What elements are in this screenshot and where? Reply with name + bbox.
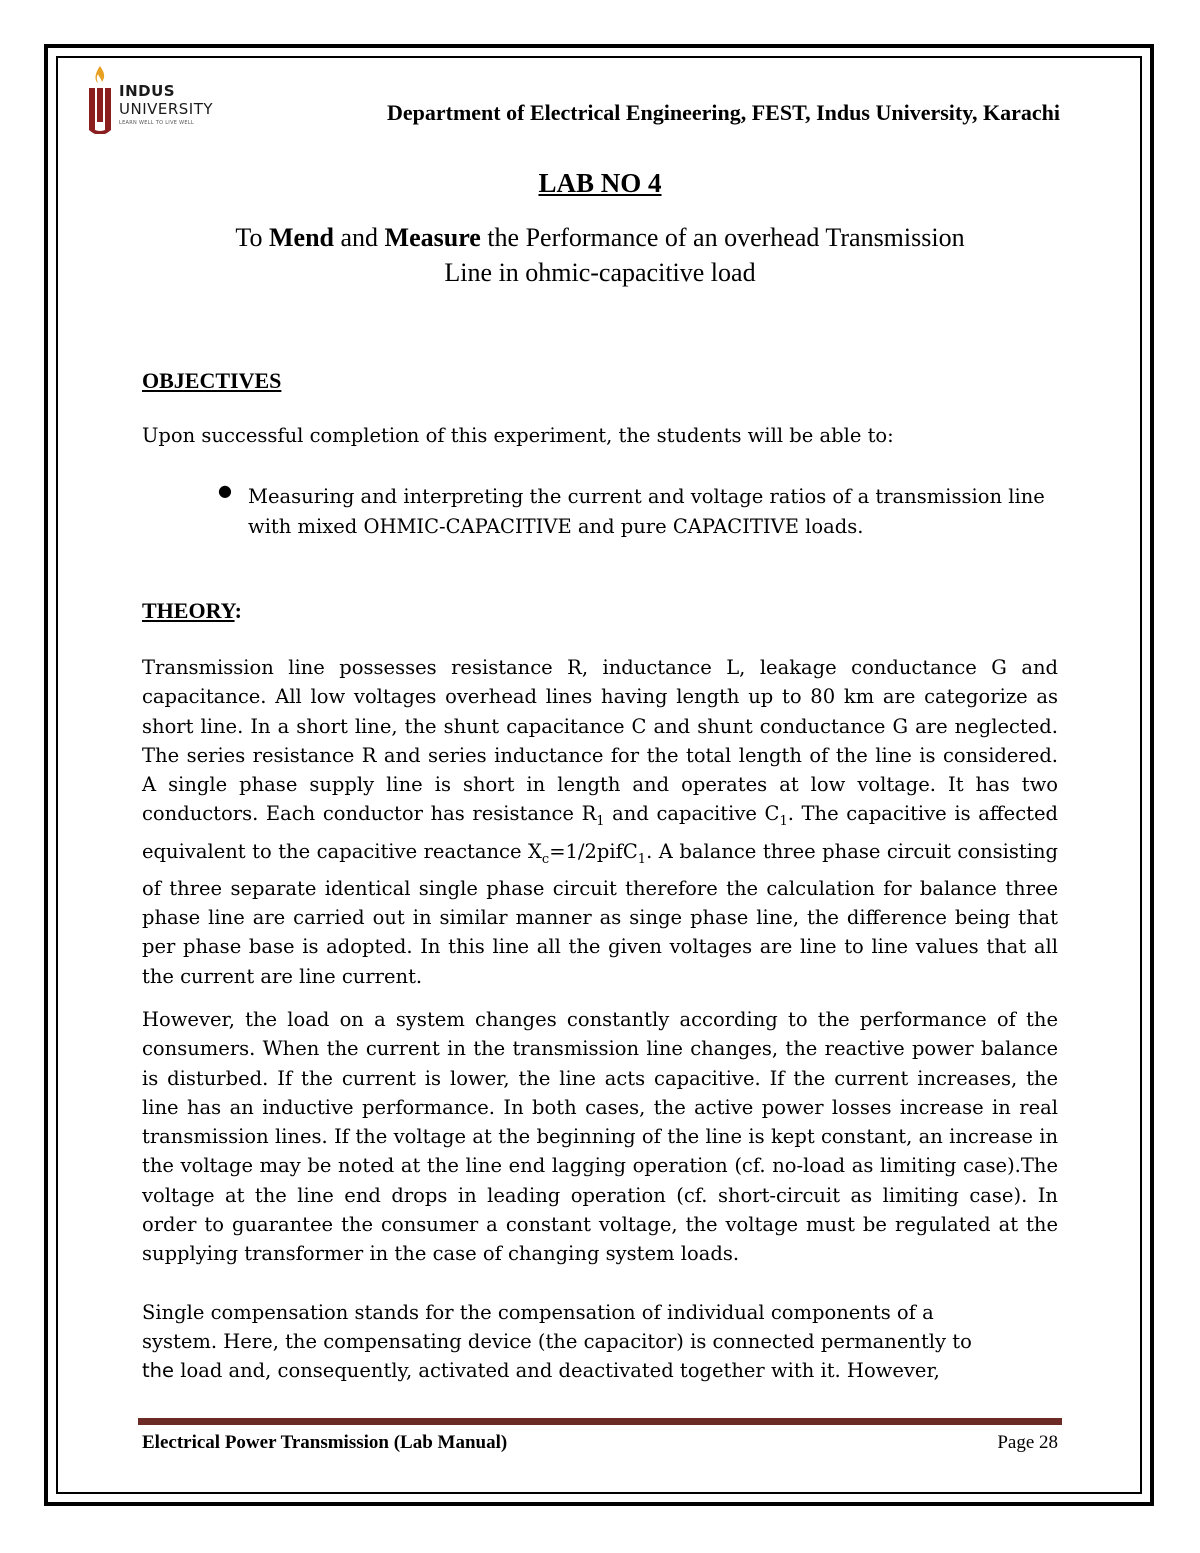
bullet-icon: ● <box>218 481 232 500</box>
theory-heading: THEORY: <box>142 598 242 623</box>
theory-paragraph-1: Transmission line possesses resistance R, inductance L, leakage conductance G and capacitance. All low voltages overhead lines having length up to 80 km are categorize as short line. In a short line, the shunt capacitance C and shunt conductance G are neglected. The series resistance R and series inductance for the total length of the line is considered. A single phase supply line is short in length and operates at low voltage. It has two conductors. Each conductor has resistance $R_1$ and capacitive $C_1$. The capacitive is affected equivalent to the capacitive reactance $X_c=1/2pifC_1$. A balance three phase circuit consisting of three separate identical single phase circuit therefore the calculation for balance three phase line are carried out in similar manner as singe phase line, the difference being that per phase base is adopted. In this line all the given voltages are line to line values that all the current are line current. <box>142 656 1059 988</box>
footer-divider <box>138 1418 1062 1425</box>
logo-tagline: LEARN WELL TO LIVE WELL <box>119 120 195 126</box>
page-number: Page 28 <box>997 1432 1058 1453</box>
footer-manual-title: Electrical Power Transmission (Lab Manual) <box>142 1432 508 1453</box>
logo-name-line1: INDUS <box>119 82 176 100</box>
lab-title: LAB NO 4 <box>538 168 662 198</box>
university-logo <box>86 64 231 136</box>
university-logo-mark <box>86 64 114 134</box>
theory-paragraph-3: Single compensation stands for the compensation of individual components of a system. Here, the compensating device (the capacitor) is connected permanently to the load and, consequently, activated and deactivated together with it. However, <box>142 1301 972 1382</box>
logo-name-line2: UNIVERSITY <box>119 100 214 118</box>
objectives-heading: OBJECTIVES <box>142 368 282 393</box>
objective-item: Measuring and interpreting the current and voltage ratios of a transmission line with mixed OHMIC-CAPACITIVE and pure CAPACITIVE loads. <box>248 485 1045 538</box>
department-header: Department of Electrical Engineering, FEST, Indus University, Karachi <box>386 100 1060 125</box>
lab-subtitle: To Mend and Measure the Performance of an overhead Transmission Line in ohmic-capacitive load <box>235 223 965 287</box>
theory-paragraph-2: However, the load on a system changes constantly according to the performance of the consumers. When the current in the transmission line changes, the reactive power balance is disturbed. If the current is lower, the line acts capacitive. If the current increases, the line has an inductive performance. In both cases, the active power losses increase in real transmission lines. If the voltage at the beginning of the line is kept constant, an increase in the voltage may be noted at the line end lagging operation (cf. no-load as limiting case).The voltage at the line end drops in leading operation (cf. short-circuit as limiting case). In order to guarantee the consumer a constant voltage, the voltage must be regulated at the supplying transformer in the case of changing system loads. <box>142 1008 1058 1266</box>
objectives-intro: Upon successful completion of this experiment, the students will be able to: <box>142 424 894 447</box>
